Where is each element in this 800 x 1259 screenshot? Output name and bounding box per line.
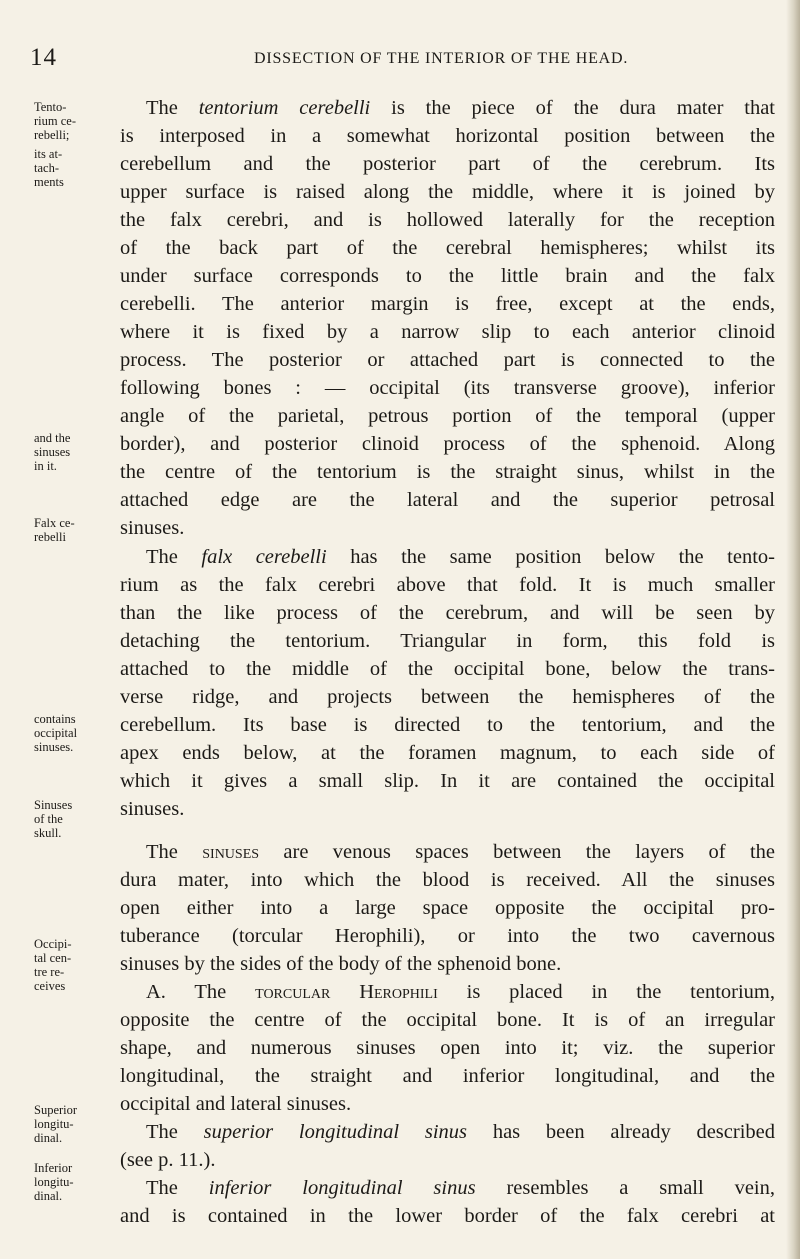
text-line: cerebelli. The anterior margin is free, except at the ends,: [120, 293, 775, 315]
sidenote-line: in it.: [34, 459, 57, 473]
text-line: open either into a large space opposite the occipital pro-: [120, 897, 775, 919]
page-header: [0, 44, 800, 74]
text-line: process. The posterior or attached part is connected to the: [120, 349, 775, 371]
text-line: the falx cerebri, and is hollowed laterally for the reception: [120, 209, 775, 231]
sidenote-line: longitu-: [34, 1175, 74, 1189]
term-falx-cerebelli: falx cerebelli: [201, 546, 327, 568]
text-line: detaching the tentorium. Triangular in form, this fold is: [120, 630, 775, 652]
sidenote-line: occipital: [34, 726, 78, 740]
text-line: where it is fixed by a narrow slip to each anterior clinoid: [120, 321, 775, 343]
sidenote-line: tal cen-: [34, 951, 72, 965]
sidenote-occipital-centre: [34, 937, 110, 993]
text-line: is interposed in a somewhat horizontal position between the: [120, 125, 775, 147]
text-line: under surface corresponds to the little brain and the falx: [120, 265, 775, 287]
text-line: sinuses.: [120, 798, 185, 820]
text-line: of the back part of the cerebral hemispheres; whilst its: [120, 237, 775, 259]
sidenote-line: sinuses: [34, 445, 71, 459]
text-line: [120, 94, 775, 122]
text-line: [120, 1118, 775, 1146]
sidenote-line: rebelli;: [34, 128, 70, 142]
sidenote-skull: [34, 798, 110, 840]
text-span: resembles a small vein,: [475, 1177, 775, 1199]
sidenote-line: longitu-: [34, 1117, 74, 1131]
text-line: sinuses.: [120, 517, 185, 539]
text-line: angle of the parietal, petrous portion of the temporal (upper: [120, 405, 775, 427]
text-line: cerebellum. Its base is directed to the tentorium, and the: [120, 714, 775, 736]
text-span: A. The: [146, 981, 256, 1003]
text-line: and is contained in the lower border of the falx cerebri at: [120, 1205, 775, 1227]
sidenote-contains: [34, 712, 110, 754]
term-sinuses: sinuses: [202, 841, 260, 863]
text-line: verse ridge, and projects between the hemispheres of the: [120, 686, 775, 708]
sidenote-line: of the: [34, 812, 63, 826]
text-line: dura mater, into which the blood is received. All the sinuses: [120, 869, 775, 891]
text-span: is placed in the tentorium,: [437, 981, 776, 1003]
text-line: following bones : — occipital (its transverse groove), inferior: [120, 377, 775, 399]
text-line: rium as the falx cerebri above that fold. It is much smaller: [120, 574, 775, 596]
term-superior-longitudinal-sinus: superior longitudinal sinus: [203, 1121, 468, 1143]
text-line: [120, 543, 775, 571]
sidenote-line: sinuses.: [34, 740, 74, 754]
sidenote-line: dinal.: [34, 1131, 63, 1145]
text-span: are venous spaces between the layers of the: [259, 841, 776, 863]
sidenote-line: ceives: [34, 979, 66, 993]
term-herophili: Herophili: [330, 981, 438, 1003]
sidenote-inferior: [34, 1161, 110, 1203]
text-line: occipital and lateral sinuses.: [120, 1093, 352, 1115]
term-torcular: torcular: [255, 981, 331, 1003]
sidenote-line: its at-: [34, 147, 63, 161]
text-span: The: [146, 97, 199, 119]
text-span: is the piece of the dura mater that: [370, 97, 776, 119]
text-span: The: [146, 841, 203, 863]
text-line: attached to the middle of the occipital bone, below the trans-: [120, 658, 775, 680]
sidenote-line: skull.: [34, 826, 62, 840]
text-line: opposite the centre of the occipital bone. It is of an irregular: [120, 1009, 775, 1031]
text-line: apex ends below, at the foramen magnum, to each side of: [120, 742, 775, 764]
text-line: (see p. 11.).: [120, 1149, 216, 1171]
sidenote-line: rebelli: [34, 530, 66, 544]
sidenote-line: Inferior: [34, 1161, 73, 1175]
sidenote-falx: [34, 516, 110, 544]
text-line: [120, 978, 775, 1006]
text-span: The: [146, 1121, 204, 1143]
sidenote-line: rium ce-: [34, 114, 76, 128]
text-span: The: [146, 1177, 209, 1199]
sidenote-line: Occipi-: [34, 937, 72, 951]
text-line: longitudinal, the straight and inferior longitudinal, and the: [120, 1065, 775, 1087]
text-line: shape, and numerous sinuses open into it; viz. the superior: [120, 1037, 775, 1059]
sidenote-superior: [34, 1103, 110, 1145]
term-tentorium-cerebelli: tentorium cerebelli: [198, 97, 371, 119]
text-line: than the like process of the cerebrum, and will be seen by: [120, 602, 775, 624]
text-line: sinuses by the sides of the body of the sphenoid bone.: [120, 953, 562, 975]
sidenote-line: Falx ce-: [34, 516, 75, 530]
text-line: upper surface is raised along the middle, where it is joined by: [120, 181, 775, 203]
sidenote-line: ments: [34, 175, 64, 189]
term-inferior-longitudinal-sinus: inferior longitudinal sinus: [208, 1177, 476, 1199]
sidenote-line: and the: [34, 431, 71, 445]
sidenote-tentorium: [34, 100, 110, 142]
sidenote-line: tach-: [34, 161, 59, 175]
text-line: which it gives a small slip. In it are contained the occipital: [120, 770, 775, 792]
page-number: 14: [30, 44, 57, 71]
text-span: The: [146, 546, 202, 568]
text-span: has the same position below the tento-: [326, 546, 775, 568]
text-line: [120, 1174, 775, 1202]
sidenote-line: dinal.: [34, 1189, 63, 1203]
running-head: DISSECTION OF THE INTERIOR OF THE HEAD.: [254, 50, 629, 67]
sidenote-line: Sinuses: [34, 798, 73, 812]
sidenote-sinuses-in-it: [34, 431, 110, 473]
text-line: the centre of the tentorium is the straight sinus, whilst in the: [120, 461, 775, 483]
sidenote-line: Tento-: [34, 100, 67, 114]
sidenote-line: tre re-: [34, 965, 65, 979]
text-line: tuberance (torcular Herophili), or into the two cavernous: [120, 925, 775, 947]
sidenote-line: contains: [34, 712, 76, 726]
text-span: has been already described: [467, 1121, 776, 1143]
text-line: border), and posterior clinoid process of the sphenoid. Along: [120, 433, 775, 455]
sidenote-attachments: [34, 147, 110, 189]
sidenote-line: Superior: [34, 1103, 78, 1117]
text-line: attached edge are the lateral and the superior petrosal: [120, 489, 775, 511]
text-line: cerebellum and the posterior part of the cerebrum. Its: [120, 153, 775, 175]
text-line: [120, 838, 775, 866]
page-edge-shadow: [786, 0, 800, 1259]
